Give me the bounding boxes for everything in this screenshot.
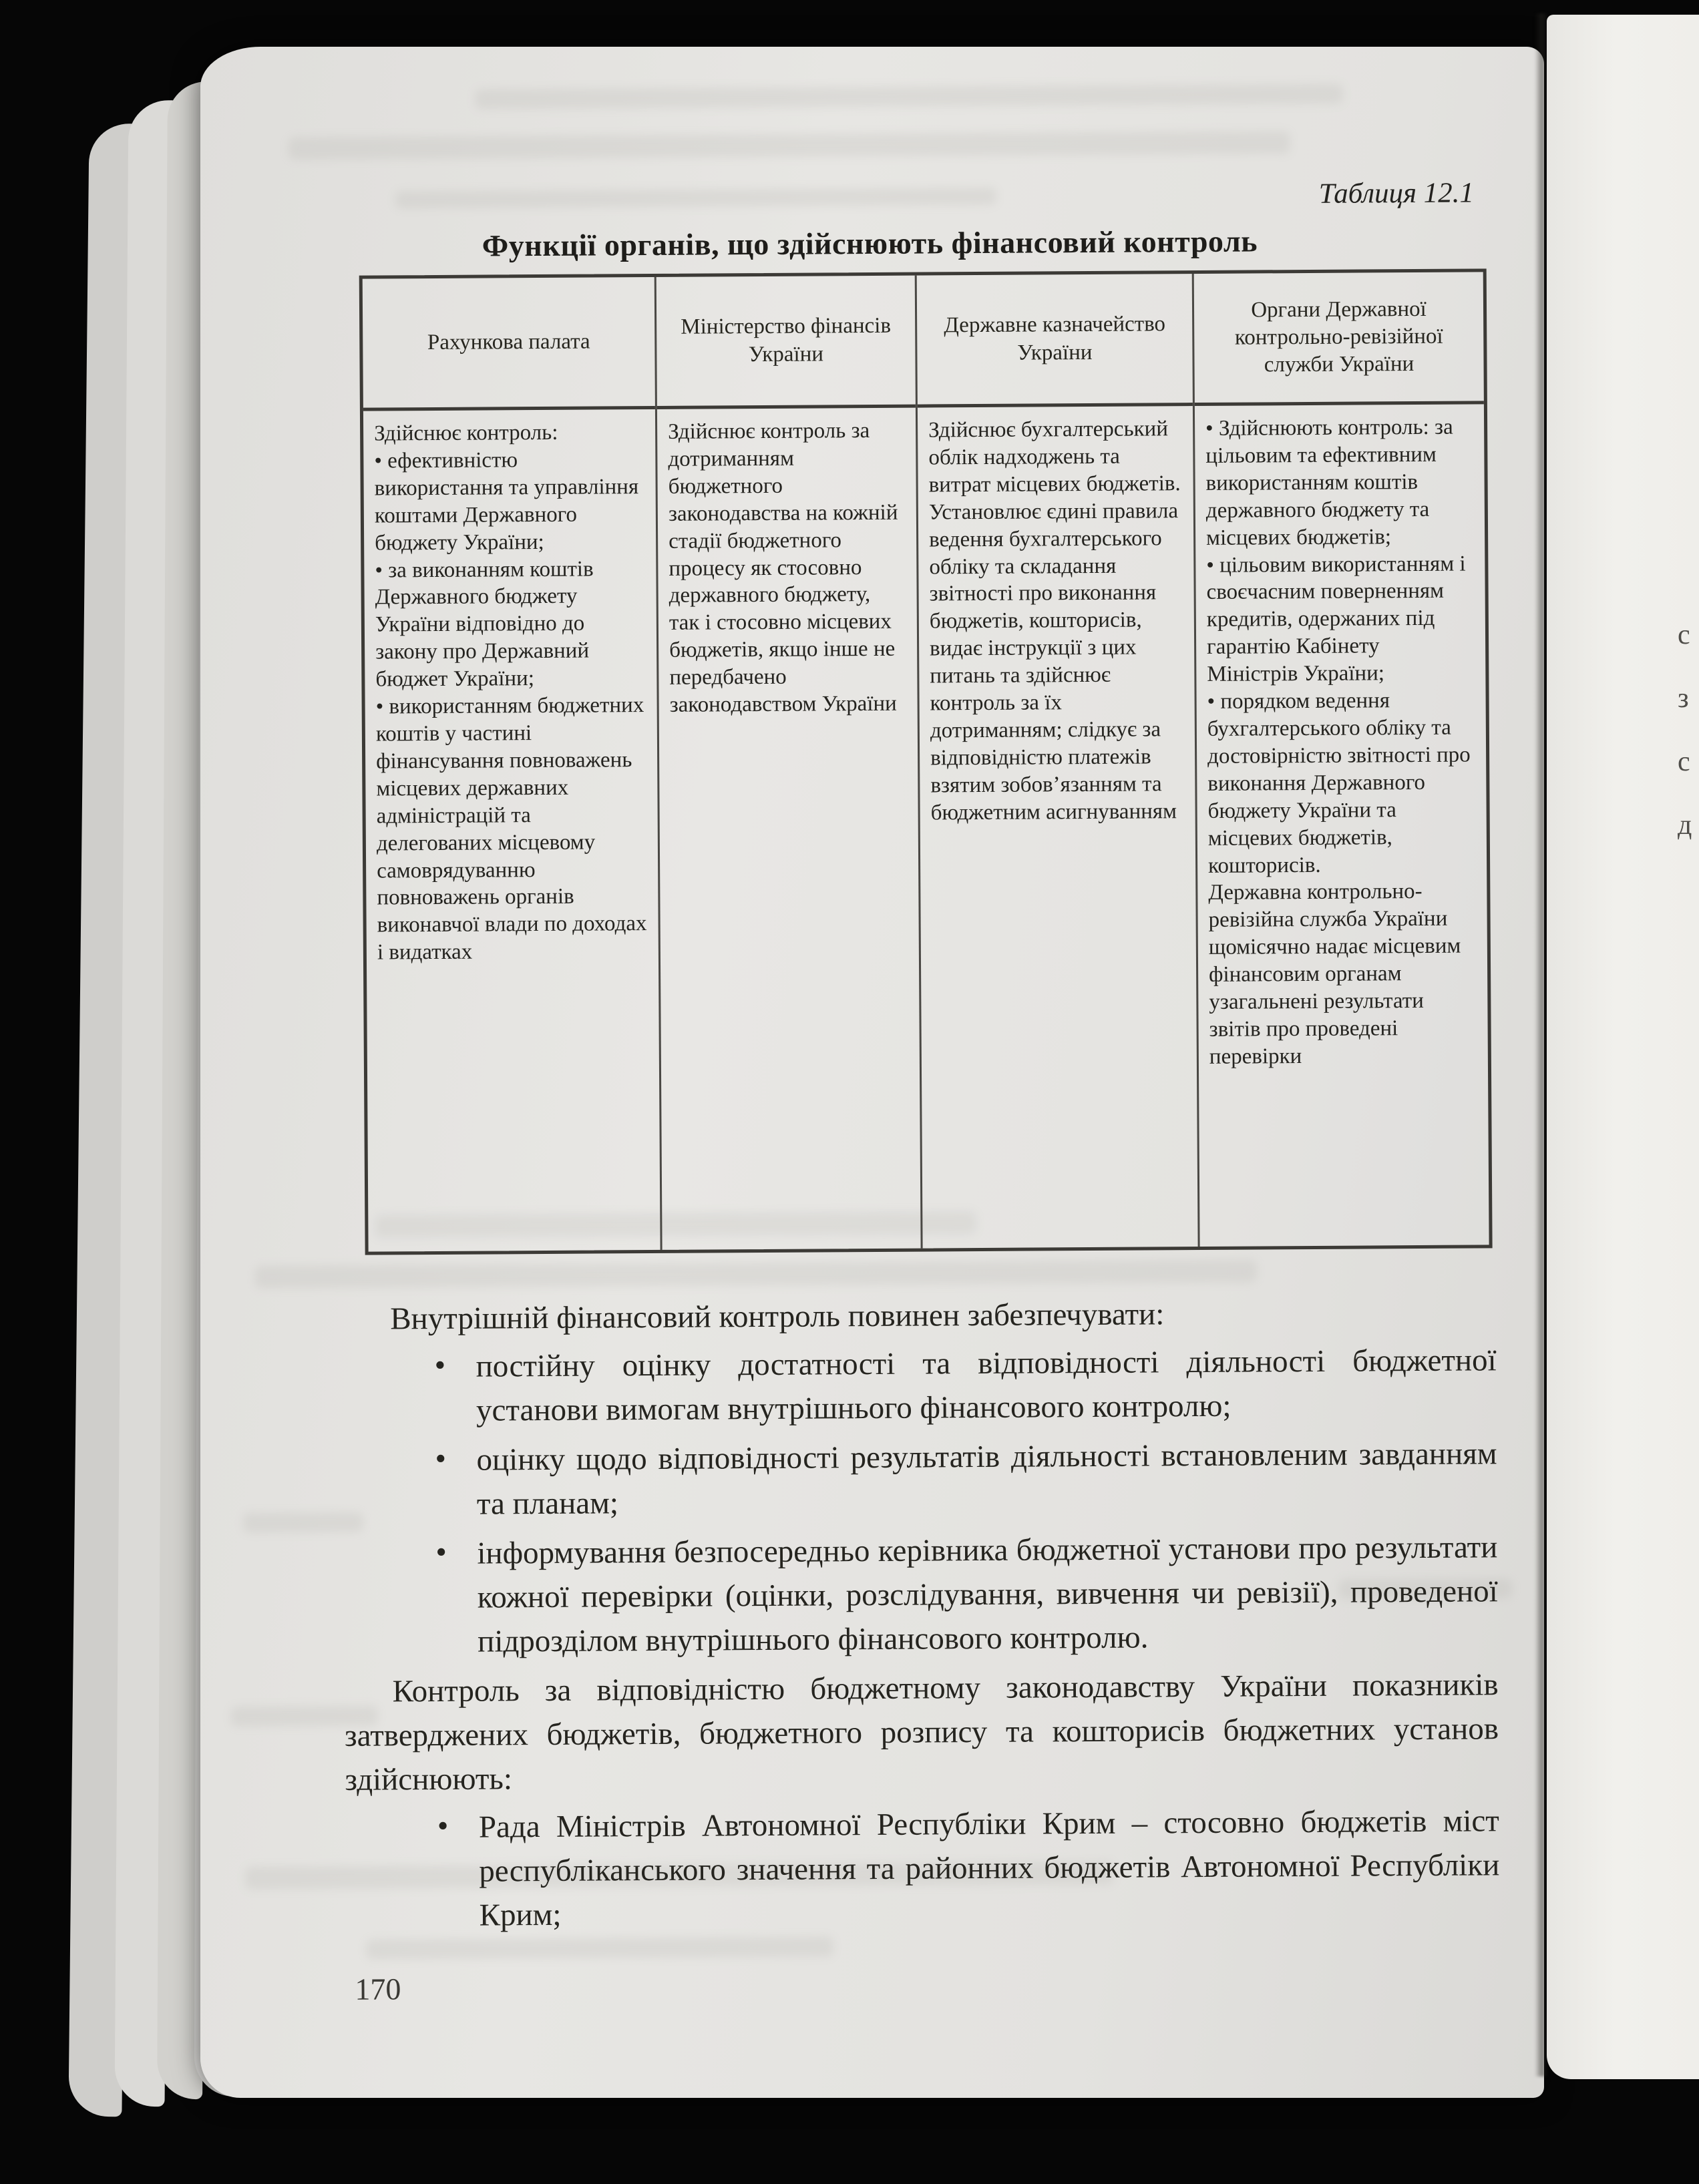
- table-column-accounting-chamber: [363, 277, 663, 1252]
- column-header: Державне казначейство України: [917, 274, 1193, 408]
- table-column-ministry-of-finance: [656, 276, 923, 1250]
- list-item: [343, 1525, 1498, 1665]
- column-cell: Здійснює контроль: • ефективністю використання та управління коштами Державного бюджету України; • за виконанням коштів Державного бюджету України відповідно до закону про Державний бюджет України; • використанням бюджетних коштів у частині фінансування повноважень місцевих державних адміністрацій та делегованих місцевому самоврядуванню повноважень органів виконавчої влади по доходах і видатках: [374, 420, 647, 965]
- facing-page-letter-fragment: с: [1678, 620, 1690, 650]
- list-item-text: Рада Міністрів Автономної Республіки Крим – стосовно бюджетів міст республіканського значення та районних бюджетів Автономної Республіки Крим;: [478, 1803, 1500, 1933]
- list-item: [343, 1432, 1497, 1527]
- bleed-through-smudge: [255, 1259, 1257, 1288]
- body-text: [342, 1290, 1500, 1944]
- list-item-text: оцінку щодо відповідності результатів діяльності встановленим завданням та планам;: [476, 1436, 1497, 1522]
- list-item-text: інформування безпосередньо керівника бюджетної установи про результати кожної перевірки (оцінки, розслідування, вивчення чи ревізії), проведеної підрозділом внутрішнього фінансового контролю.: [477, 1530, 1498, 1659]
- column-cell: Здійснює контроль за дотриманням бюджетного законодавства на кожній стадії бюджетного процесу як стосовно державного бюджету, так і стосовно місцевих бюджетів, якщо інше не передбачено законодавством України: [668, 419, 898, 717]
- bleed-through-smudge: [475, 84, 1343, 110]
- facing-page-letter-fragment: с: [1678, 746, 1690, 777]
- table-column-state-treasury: [917, 274, 1200, 1249]
- list-item-text: постійну оцінку достатності та відповідності діяльності бюджетної установи вимогам внутрішнього фінансового контролю;: [476, 1343, 1497, 1428]
- page-content: [194, 43, 1551, 2102]
- book-page: [200, 47, 1544, 2098]
- bullet-marker-icon: •: [437, 1808, 449, 1843]
- bleed-through-smudge: [395, 188, 996, 208]
- table-title: Функції органів, що здійснюють фінансовий контроль: [482, 224, 1258, 263]
- list-item: [342, 1338, 1497, 1434]
- list-item: [345, 1799, 1500, 1938]
- column-header: Органи Державної контрольно-ревізійної служби України: [1194, 272, 1484, 406]
- table-column-control-audit-service: [1194, 272, 1489, 1247]
- facing-page-letter-fragment: з: [1678, 683, 1689, 714]
- column-header: Міністерство фінансів України: [656, 276, 916, 409]
- functions-table: [359, 268, 1493, 1255]
- paragraph-control: Контроль за відповідністю бюджетному законодавству України показників затверджених бюджетів, бюджетного розпису та кошторисів бюджетних установ здійснюють:: [344, 1667, 1499, 1797]
- bullet-marker-icon: •: [435, 1534, 447, 1570]
- book-gutter-shadow: [1535, 13, 1548, 2077]
- bleed-through-smudge: [288, 131, 1290, 160]
- column-cell: Здійснює бухгалтерський облік надходжень та витрат місцевих бюджетів. Установлює єдині правила ведення бухгалтерського обліку та складання звітності про виконання бюджетів, кошторисів, видає інструкції з цих питань та здійснює контроль за їх дотриманням; слідкує за відповідністю платежів взятим зобов’язанням та бюджетним асигнуванням: [928, 417, 1181, 825]
- facing-page-letter-fragment: д: [1678, 810, 1692, 841]
- bullet-marker-icon: •: [434, 1347, 446, 1383]
- facing-page-edge: [1547, 15, 1699, 2079]
- table-caption-number: Таблиця 12.1: [1318, 177, 1475, 210]
- paragraph-intro: Внутрішній фінансовий контроль повинен забезпечувати:: [390, 1297, 1165, 1337]
- page-number: 170: [355, 1972, 401, 2006]
- bullet-marker-icon: •: [435, 1441, 447, 1477]
- column-header: Рахункова палата: [363, 277, 655, 411]
- column-cell: • Здійснюють контроль: за цільовим та ефективним використанням коштів державного бюджету та місцевих бюджетів; • цільовим використанням і своєчасним поверненням кредитів, одержаних під гарантію Кабінету Міністрів України; • порядком ведення бухгалтерського обліку та достовірністю звітності про виконання Державного бюджету України та місцевих бюджетів, кошторисів. Державна контрольно-ревізійна служба України щомісячно надає місцевим фінансовим органам узагальнені результати звітів про проведені перевірки: [1205, 415, 1471, 1069]
